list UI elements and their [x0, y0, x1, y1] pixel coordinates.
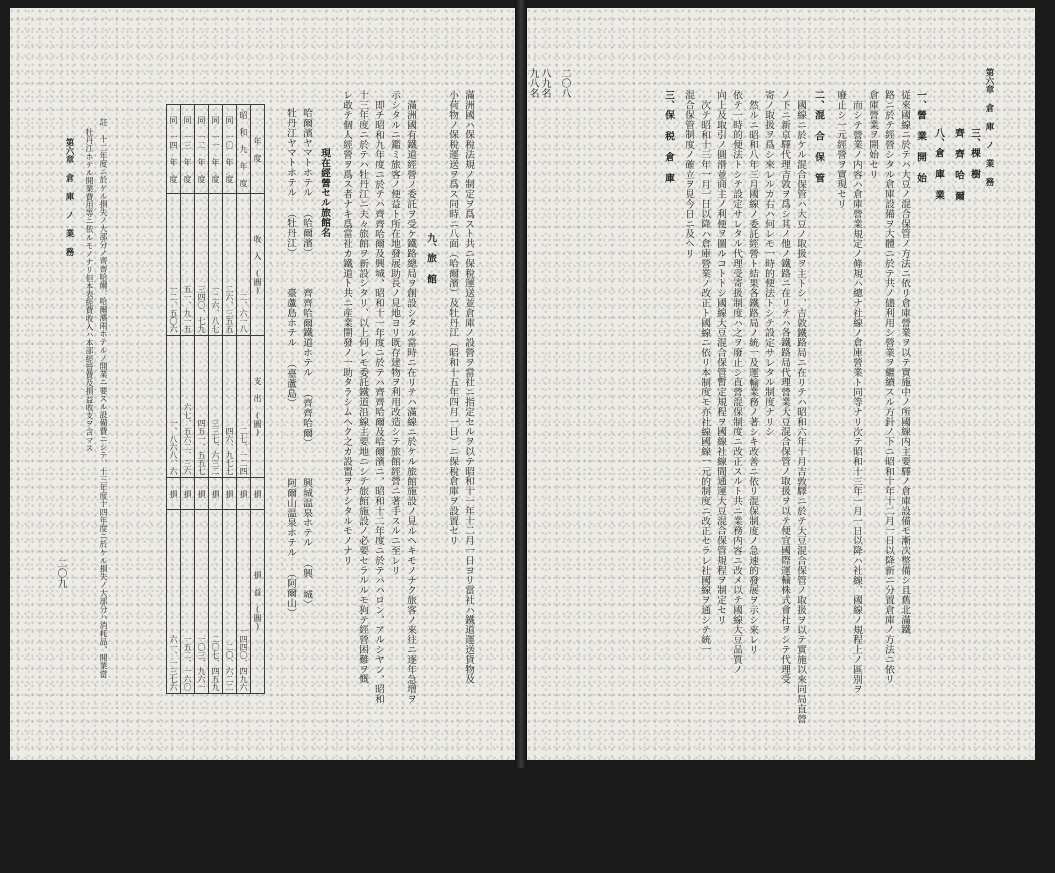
cell-income: 三四〇、七九: [195, 194, 209, 336]
margin-count-1: 八九名: [539, 68, 550, 98]
body-line: 然ルニ昭和八年三月國線ノ委託經營ト結果各鐵路局ノ統一及運輸業務ノ著シキ改善ニ依リ混保制度ノ急速的發展ヲ示シ來レリ: [747, 100, 758, 655]
cell-profit-loss: 一五二、一六〇: [181, 509, 195, 693]
footnote-line: 牡丹江ホテル開業費用等ニ依ルモノナリ但本表經費收入ハ本部經營費及損益收支ヲ含マス: [85, 128, 94, 452]
table-row: [167, 105, 181, 694]
body-line: 混合保管制度ノ確立ヲ見今日ニ及ヘリ: [683, 90, 694, 259]
body-line: 倉庫營業ヲ開始セリ: [867, 90, 878, 180]
cell-income: 一二六、八七: [209, 194, 223, 336]
header-sign: 損: [251, 478, 265, 510]
body-line: 滿洲國ハ保稅法規ノ制定ヲ爲スト共ニ保稅運送並倉庫ノ設營ヲ當社ニ指定セルヲ以テ昭和十一年十二月一日ヨリ當社ハ鐵道運送貨物及: [463, 90, 474, 684]
cell-sign: 損: [223, 478, 237, 510]
cell-income: 一二、五〇六: [167, 194, 181, 336]
place-heading: 齊 齊 哈 爾: [953, 128, 964, 201]
cell-expense: 六七、五六二、三六: [181, 336, 195, 478]
hotel-name: 牡丹江ヤマトホテル （牡丹江）: [285, 108, 296, 258]
list-heading: 現在經營セル旅館名: [319, 148, 330, 238]
hotel-finance-table: [166, 104, 265, 694]
body-line: 次テ昭和十三年一月一日以降ハ倉庫營業ノ改正ト國線ニ依リ本制度モ亦社線國線一元的制度ニ改正セラレ社國線ヲ通シテ統一: [699, 100, 710, 655]
cell-sign: 損: [167, 478, 181, 510]
header-expense: 支 出 (圓): [251, 336, 265, 478]
cell-income: 二、六一八: [237, 194, 251, 336]
cell-income: 二六、三五五: [223, 194, 237, 336]
table-row: [195, 105, 209, 694]
cell-income: 五一、九一五: [181, 194, 195, 336]
body-line: 國線ニ於ケル混合保管ハ大豆ノ取扱ヲ主トシ、吉敦鐵路局ニ在リテハ昭和六年十月吉敦驛ニ於テ大豆混合保管ノ取扱ヲ以テ實施以來同局直營: [795, 100, 806, 724]
cell-profit-loss: 二〇、六二二: [223, 509, 237, 693]
hotel-name: 興城温泉ホテル （興 城）: [301, 478, 312, 610]
cell-profit-loss: 二〇七、四五九: [209, 509, 223, 693]
cell-profit-loss: 六一、一三七六: [167, 509, 181, 693]
page-number-right: 二〇八: [559, 68, 570, 98]
right-page: [527, 8, 1035, 760]
subsection-heading: 三、保 税 倉 庫: [663, 90, 674, 183]
cell-year: 同 一四 年 度: [167, 105, 181, 194]
body-line: 即チ昭和九年度ニ於テハ齊齊哈爾及興城、昭和十一年度ニ於テハ齊齊哈爾及哈爾濱ニ、昭和十二年度ニ於テハハロン、アルシヤン、昭和: [373, 100, 384, 704]
book-gutter: [515, 0, 527, 768]
header-year: 年 度: [251, 105, 265, 194]
section-heading: 九、旅 館: [425, 233, 436, 284]
header-profit-loss: 損 益 (圓): [251, 509, 265, 693]
running-head: 第六章 倉 庫 ノ 業 務: [984, 68, 994, 186]
running-foot: 第六章 倉 庫 ノ 業 務: [64, 138, 74, 256]
body-line: レ敢テ個人經營ヲ爲ス者ナキ爲當社カ鐵道ト共ニ産業開發ノ一助タラシムヘク之カ設置ヲナシタルモノナリ: [341, 90, 352, 566]
hotel-name: 齊齊哈爾鐵道ホテル （齊齊哈爾）: [301, 288, 312, 448]
cell-year: 昭 和 九 年 度: [237, 105, 251, 194]
body-line: 小荷物ノ保稅運送ヲ爲ス同時ニ八面（哈爾濱）及牡丹江（昭和十五年四月一日）ニ保稅倉庫ヲ設置セリ: [447, 90, 458, 546]
table-header-row: [251, 105, 265, 694]
body-line: 示シタルニ鑑ミ旅客ノ便益ト所在地發展助長ノ見地ヨリ既存建物ヲ利用改造シテ旅館經營ニ著手スルニ至レリ: [389, 90, 400, 576]
cell-sign: 損: [195, 478, 209, 510]
body-line: 十三年度ニ於テハ牡丹江ニ夫々旅館ヲ新設シタリ、以上何レモ委託鐵道沿線主要地ニシテ旅館施設ノ必要セラルルモ狗テ經營困難ヲ慨: [357, 90, 368, 684]
table-row: [223, 105, 237, 694]
cell-year: 同 一二 年 度: [195, 105, 209, 194]
body-line: 寄ノ取扱ヲ爲シ來レルカ右ハ何レモ一時的便法トシテ設定サレタル制度ナリシ: [763, 90, 774, 437]
cell-expense: 四五一、五五七: [195, 336, 209, 478]
cell-expense: 一、八六八、六: [167, 336, 181, 478]
body-line: 従來國線ニ於テハ大豆ノ混合保管ノ方法ニ依リ倉庫營業ヲ以テ實施中ノ所國線内主要驛ノ倉庫設備モ漸次整備シ且舊北滿鐵: [899, 90, 910, 635]
place-heading: 三、棵 樹: [969, 128, 980, 179]
section-heading: 八、倉 庫 業: [933, 128, 944, 200]
cell-expense: 二七、一二四: [237, 336, 251, 478]
cell-year: 同 一〇 年 度: [223, 105, 237, 194]
margin-count-2: 九八名: [527, 68, 538, 98]
cell-sign: 損: [209, 478, 223, 510]
body-line: 而シテ營業ノ内容ハ倉庫營業規定ノ條規ハ總ナ社線ノ倉庫營業ト同等ナリ次テ昭和十三年一月一日以降ハ社線、國線ノ規程上ノ區別ヲ: [851, 100, 862, 694]
hotel-name: 阿爾山温泉ホテル （阿爾山）: [285, 478, 296, 618]
hotel-name: 哈爾濱ヤマトホテル （哈爾濱）: [301, 108, 312, 258]
hotel-name: 臺蘆島ホテル （臺蘆島）: [285, 288, 296, 408]
table-row: [209, 105, 223, 694]
footnote-line: 註 十二年度ニ於ケル損失ノ大部分ノ齊齊哈爾、哈爾濱兩ホテルノ開業ニ要スル設備費ニシテ、十三年度十四年度ニ於ケル損失ノ大部分ハ消耗品、開業當: [99, 118, 108, 678]
page-number-left: 二〇九: [55, 558, 66, 588]
header-income: 收 入 (圓): [251, 194, 265, 336]
cell-year: 同 一一 年 度: [209, 105, 223, 194]
cell-year: 同 一三 年 度: [181, 105, 195, 194]
table-row: [237, 105, 251, 694]
cell-profit-loss: 一〇三、九六一: [195, 509, 209, 693]
body-line: 廢止シ一元經營ヲ實現セリ: [835, 90, 846, 209]
table-row: [181, 105, 195, 694]
cell-sign: 損: [237, 478, 251, 510]
subsection-heading: 一、營 業 開 始: [915, 90, 926, 183]
body-line: 路ニ於テ經營シタル倉庫設備ヲ大體ニ於テ共ノ儘利用シ營業ヲ繼續スル方針ノ下ニ昭和十年十二月一日以降新ニ分置倉庫ノ方法ニ依リ: [883, 90, 894, 684]
subsection-heading: 二、混 合 保 管: [813, 90, 824, 183]
body-line: ノ下ニ新京驛代理吉敦ヲ爲シ其ノ他ノ鐵路ニ在リテハ各鐵路局代理營業大豆混合保管ノ取扱ヲ以テ便宜國際運輸株式會社ヲシテ代理受: [779, 90, 790, 684]
cell-profit-loss: 一四四〇、四九六: [237, 509, 251, 693]
cell-expense: 三三七、六三二: [209, 336, 223, 478]
cell-expense: 四六、九七七: [223, 336, 237, 478]
body-line: 滿洲國有鐵道經營ノ委託ヲ受ケ鐵路總局ヲ創設シタル當時ニ在リテハ滿線ニ於ケル旅館施設ノ見ルヘキモノナク旅客ノ來往ニ逐年急增ヲ: [405, 100, 416, 704]
left-page: [10, 8, 515, 760]
body-line: 依テ一時的便法トシテ設定サレタル代理受寄扱制度ハ之ヲ廢止シ直營混保制度ニ改正スルト共ニ業務内容ニ改メ以テ國線大豆品質ノ: [731, 90, 742, 675]
body-line: 向上及取引ノ圓滑並商主ノ利便ヲ圖ルコトトシ國線大豆混合保管暫定規程ヲ國線社線間通運大豆混合保管規程ヲ制定セリ: [715, 90, 726, 625]
cell-sign: 損: [181, 478, 195, 510]
